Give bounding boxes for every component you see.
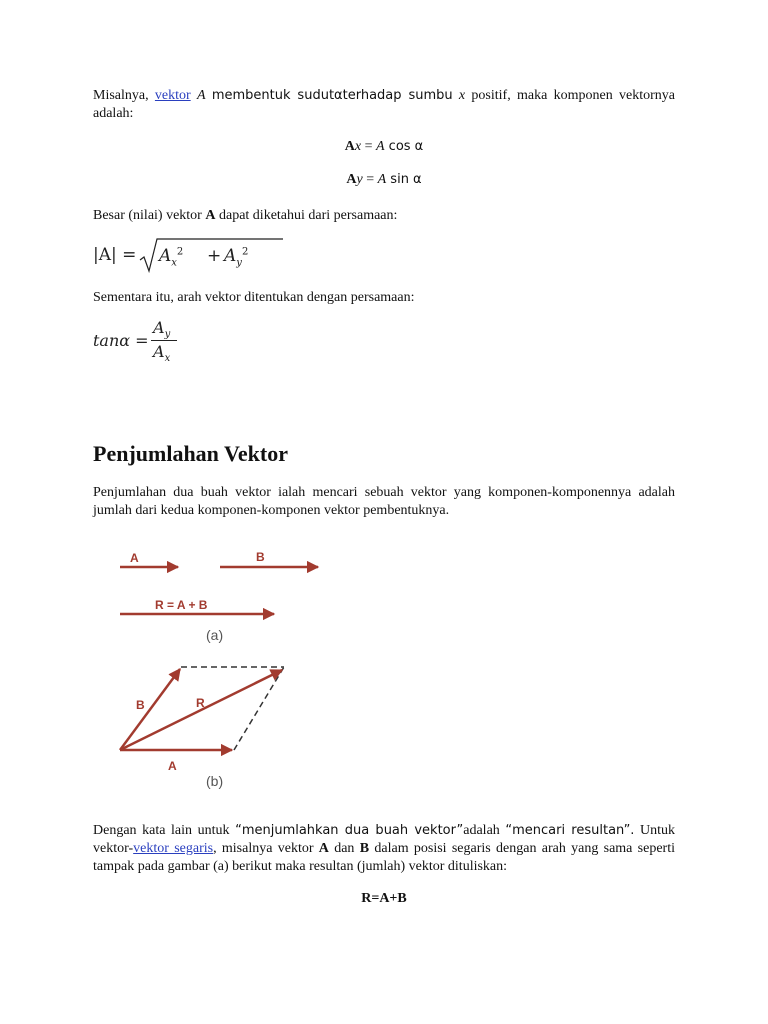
text-segment: Misalnya, [93, 88, 149, 103]
eq-var: y [356, 172, 363, 187]
equation-ax [0, 139, 768, 155]
eq-sign: = [362, 172, 378, 187]
result-equation: R=A+B [361, 891, 407, 906]
label-a: A [130, 551, 139, 565]
paragraph-addition: Penjumlahan dua buah vektor ialah mencari sebuah vektor yang komponen-komponennya adalah jumlah dari kedua komponen-komponen vektor pembentuknya. [93, 485, 675, 518]
eq-bold-a: A [344, 139, 355, 154]
eq-var: x [354, 139, 362, 154]
eq-a: A [377, 172, 387, 187]
eq-sign: = [361, 139, 376, 154]
vector-addition-figure [108, 543, 348, 793]
bold-a: A [205, 208, 216, 223]
var-a: A [196, 88, 206, 103]
text-segment: dapat diketahui dari persamaan: [218, 208, 398, 223]
label-a2: A [168, 759, 177, 773]
bold-a: A [318, 841, 329, 856]
eq-a: A [375, 139, 385, 154]
sub-x: x [171, 257, 177, 269]
den-a: A [153, 342, 165, 361]
caption-a: (a) [206, 627, 224, 643]
paragraph-direction: Sementara itu, arah vektor ditentukan dengan persamaan: [93, 290, 415, 305]
fraction-denominator [153, 342, 170, 364]
eq-fn: cos α [384, 139, 424, 154]
equation-ay [0, 172, 768, 188]
paragraph-magnitude [93, 207, 675, 225]
quote-2: “mencari resultan”. [505, 823, 635, 838]
bold-b: B [359, 841, 370, 856]
label-b2: B [136, 698, 145, 712]
fraction-numerator [153, 318, 170, 340]
fraction-bar [151, 340, 177, 341]
formula-tan [93, 318, 233, 364]
label-r: R [196, 696, 205, 710]
eq-bold-a: A [346, 172, 357, 187]
alpha-symbol: α [334, 88, 343, 103]
term-a: A [159, 246, 172, 266]
quote-1: “menjumlahkan dua buah vektor” [235, 823, 464, 838]
paragraph-collinear [93, 822, 675, 876]
num-a: A [153, 318, 165, 337]
text-segment: Besar (nilai) vektor [93, 208, 202, 223]
paragraph-vector-components [93, 87, 675, 123]
den-sub: x [164, 353, 171, 365]
sub-y: y [236, 257, 242, 269]
label-r-sum: R = A + B [155, 598, 208, 612]
dashed-right [234, 667, 284, 750]
link-vektor[interactable]: vektor [154, 88, 191, 103]
var-x: x [458, 88, 466, 103]
text-segment: dan [334, 841, 355, 856]
formula-lhs [93, 245, 136, 265]
text-segment: dalam posisi segaris dengan arah yang sama seperti tampak pada gambar (a) berikut maka resultan (jumlah) vektor dituliskan: [93, 841, 676, 874]
arrow-b2 [120, 669, 180, 750]
section-heading: Penjumlahan Vektor [93, 441, 288, 466]
tan-lhs: tanα = [93, 331, 149, 350]
label-b: B [256, 550, 265, 564]
term-ay [224, 246, 248, 268]
text-segment: Dengan kata lain untuk [93, 823, 230, 838]
caption-b: (b) [206, 773, 224, 789]
text-segment: membentuk sudut [211, 88, 335, 103]
text-segment: positif, maka komponen vektornya adalah: [93, 88, 675, 121]
plus-sign: + [207, 246, 222, 266]
sup-2: 2 [241, 246, 249, 258]
text-segment: Untuk vektor- [93, 823, 676, 856]
num-sub: y [164, 329, 171, 341]
term-ax [159, 246, 183, 268]
sup-2: 2 [176, 246, 184, 258]
text-segment: terhadap sumbu [342, 88, 453, 103]
figure-a [120, 567, 318, 614]
formula-magnitude [93, 236, 293, 276]
term-a: A [224, 246, 237, 266]
lhs-text: |A| = [93, 245, 137, 265]
text-segment: adalah [463, 823, 500, 838]
text-segment: , misalnya vektor [213, 841, 314, 856]
link-vektor-segaris[interactable]: vektor segaris [133, 841, 214, 856]
eq-fn: sin α [386, 172, 422, 187]
